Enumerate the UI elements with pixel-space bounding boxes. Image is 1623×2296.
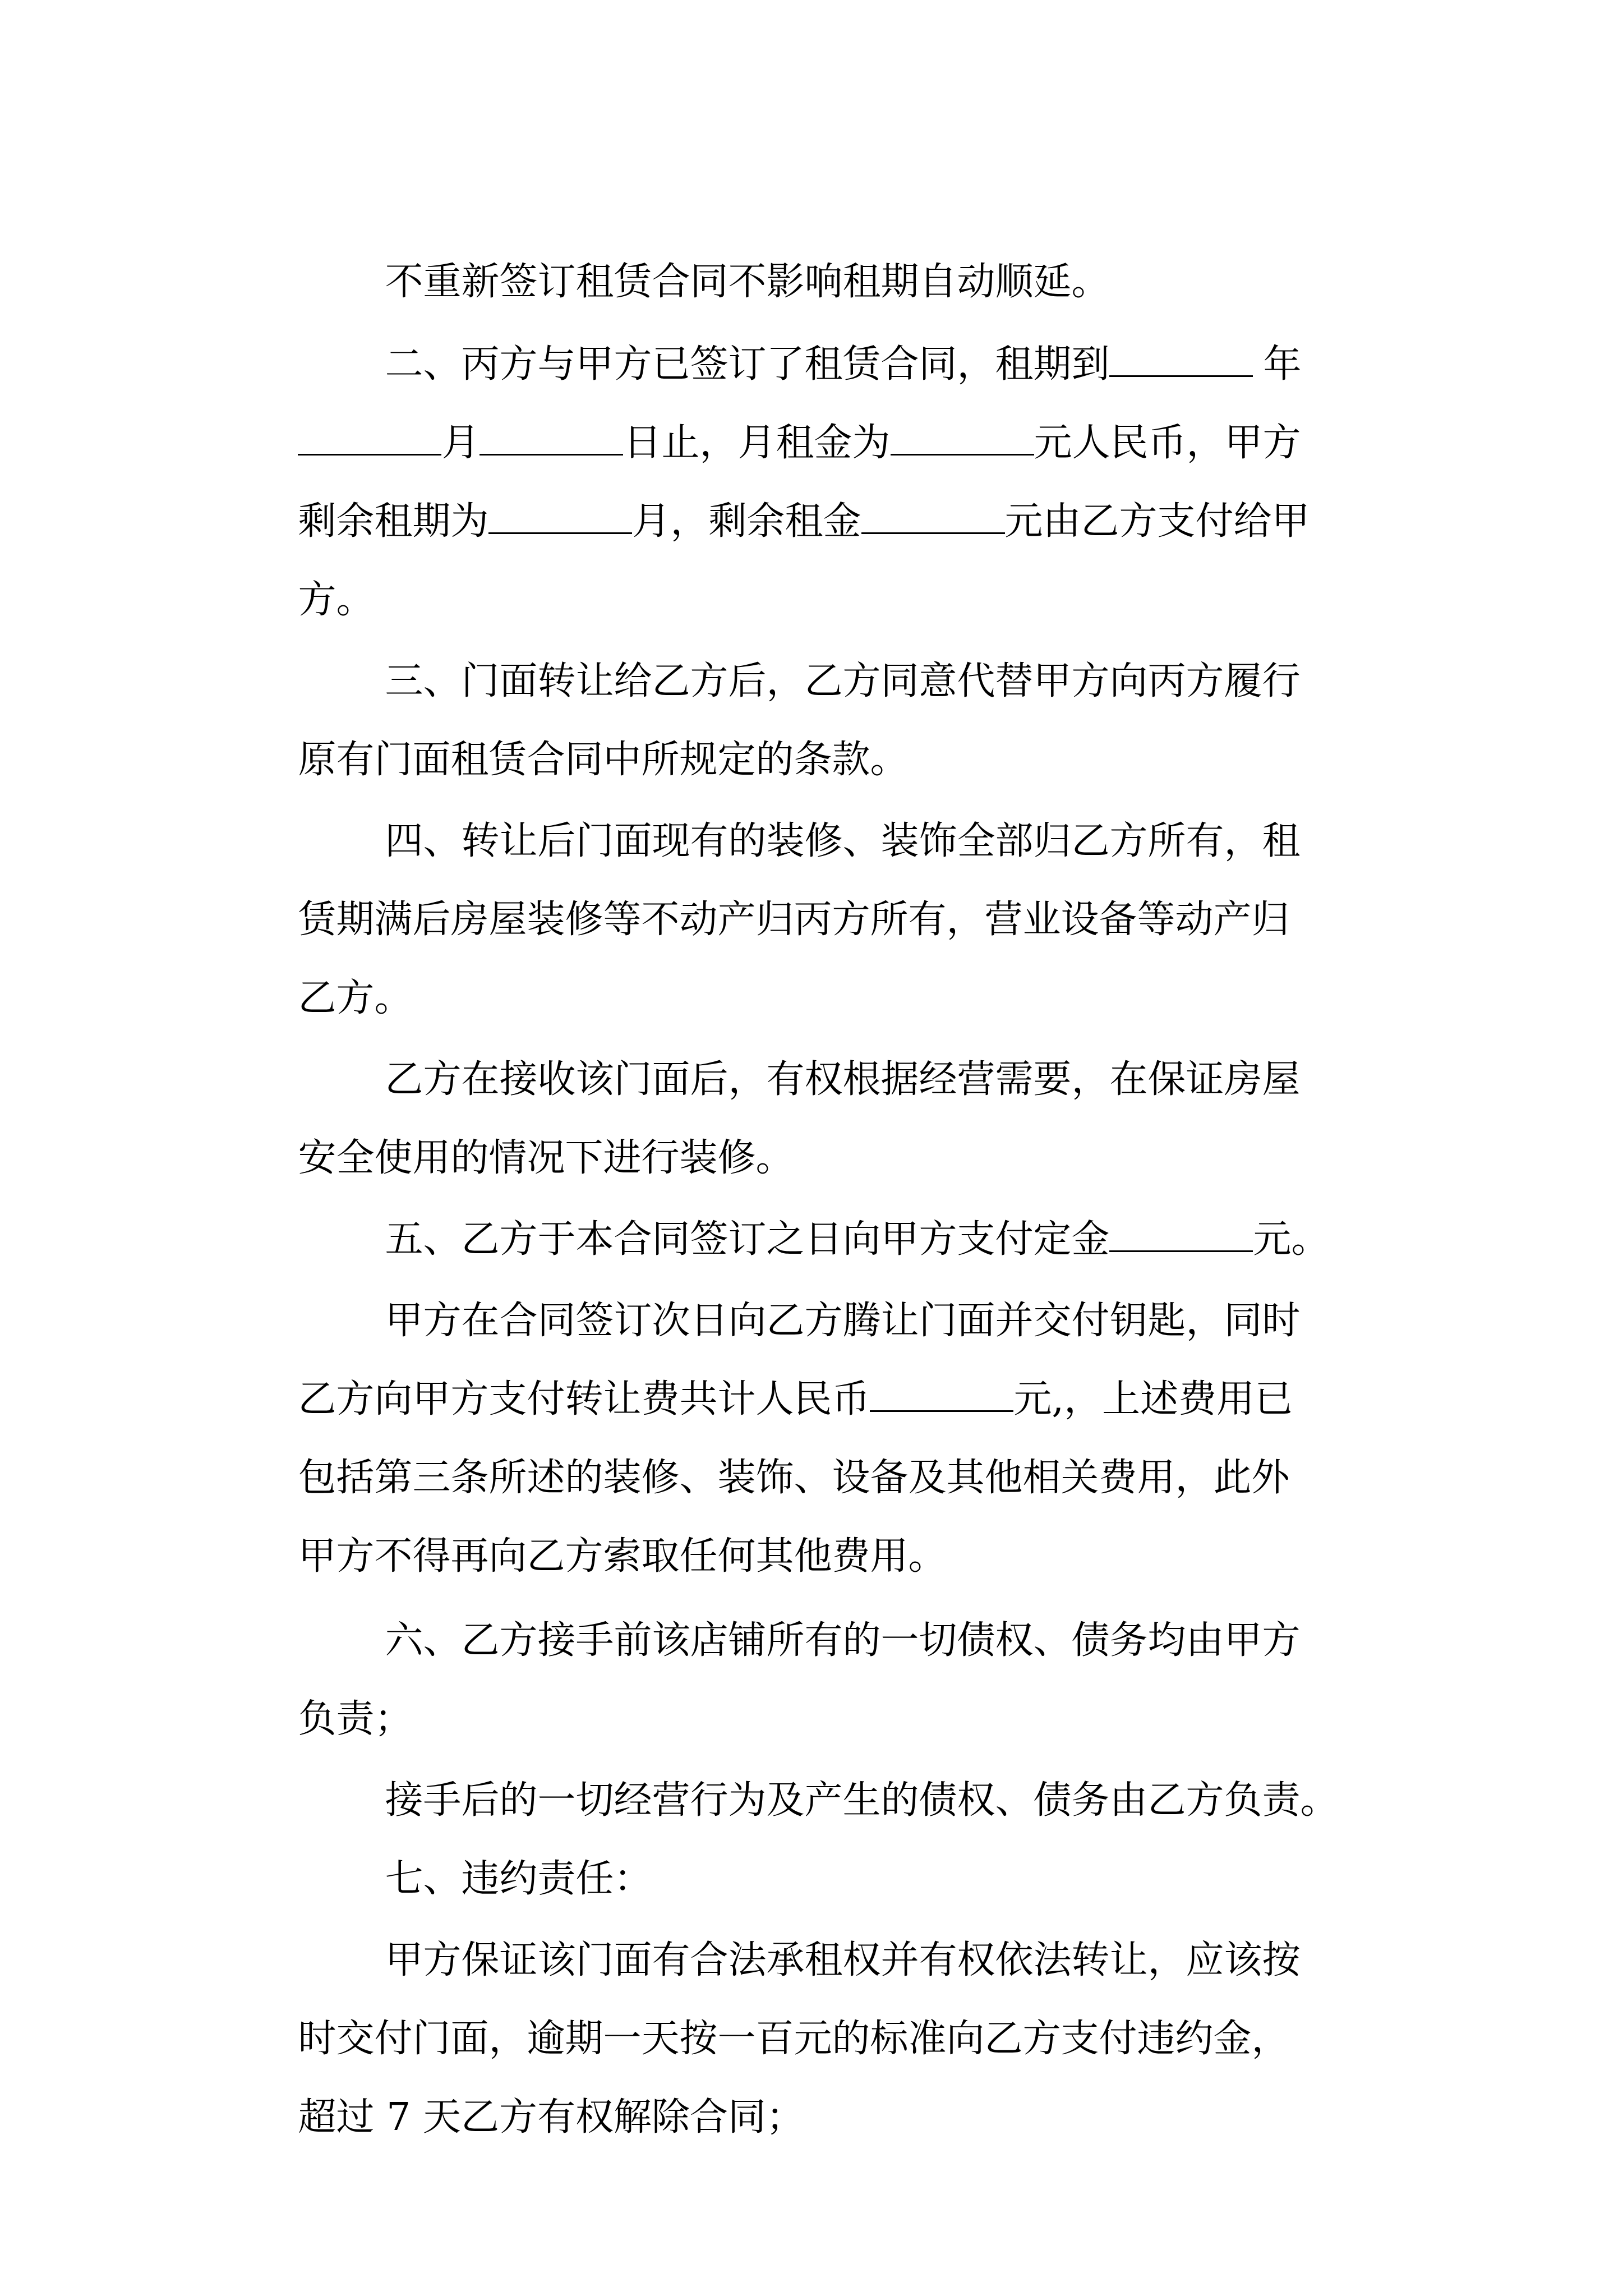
text-segment: 超过 7 天乙方有权解除合同； [298,2095,804,2139]
text-segment: 剩余租期为 [298,499,489,544]
text-segment: 三、门面转让给乙方后，乙方同意代替甲方向丙方履行 [385,659,1301,703]
text-segment: 五、乙方于本合同签订之日向甲方支付定金 [385,1217,1110,1262]
fill-in-blank [298,421,441,455]
text-line [336,297,1390,386]
text-segment: 日止，月租金为 [623,421,891,465]
text-segment: 四、转让后门面现有的装修、装饰全部归乙方所有，租 [385,819,1301,863]
text-segment: 赁期满后房屋装修等不动产归丙方所有，营业设备等动产归 [298,898,1290,942]
text-segment: 原有门面租赁合同中所规定的条款。 [298,738,909,782]
text-line [250,1972,1390,2061]
text-line [336,614,1390,703]
text-segment: 乙方。 [298,976,413,1020]
text-line [336,1172,1390,1262]
text-line [250,376,1390,465]
text-line [250,693,1390,782]
text-segment: 包括第三条所述的装修、装饰、设备及其他相关费用，此外 [298,1456,1290,1500]
text-segment: 元,，上述费用已 [1013,1377,1293,1421]
text-segment: 六、乙方接手前该店铺所有的一切债权、债务均由甲方 [385,1618,1301,1663]
text-line [336,215,1390,304]
text-segment: 接手后的一切经营行为及产生的债权、债务由乙方负责。 [385,1778,1339,1823]
text-line [336,1573,1390,1663]
text-segment: 乙方在接收该门面后，有权根据经营需要，在保证房屋 [385,1057,1301,1102]
text-segment: 时交付门面，逾期一天按一百元的标准向乙方支付违约金， [298,2017,1290,2061]
text-segment: 二、丙方与甲方已签订了租赁合同，租期到 [385,342,1110,386]
text-line [336,1733,1390,1823]
text-line [250,1091,1390,1180]
text-segment: 方。 [298,578,375,622]
text-line [250,1652,1390,1741]
fill-in-blank [891,421,1034,455]
fill-in-blank [1109,343,1253,377]
text-segment: 元由乙方支付给甲 [1004,499,1310,544]
fill-in-blank [870,1378,1013,1412]
text-segment: 甲方保证该门面有合法承租权并有权依法转让，应该按 [385,1938,1301,1982]
text-line [250,2050,1390,2139]
text-line [336,1893,1390,1982]
text-segment: 安全使用的情况下进行装修。 [298,1136,794,1180]
text-segment: 负责； [298,1697,413,1741]
text-line [250,533,1390,622]
fill-in-blank [479,421,623,455]
text-segment: 不重新签订租赁合同不影响租期自动顺延。 [385,260,1110,304]
fill-in-blank [488,500,632,534]
text-line [250,853,1390,942]
text-line [250,1332,1390,1421]
text-segment: 甲方不得再向乙方索取任何其他费用。 [298,1534,947,1579]
fill-in-blank [861,500,1005,534]
text-segment: 乙方向甲方支付转让费共计人民币 [298,1377,870,1421]
text-line [250,931,1390,1020]
text-segment: 七、违约责任： [385,1857,652,1901]
text-line [336,1013,1390,1102]
text-segment: 月，剩余租金 [632,499,861,544]
text-line [250,454,1390,544]
text-line [336,1812,1390,1901]
text-segment: 年 [1263,342,1302,386]
text-segment: 元人民币，甲方 [1034,421,1301,465]
text-segment: 元。 [1253,1217,1330,1262]
fill-in-blank [1109,1218,1253,1252]
text-line [336,774,1390,863]
text-line [250,1411,1390,1500]
text-segment: 月 [441,421,480,465]
text-segment: 甲方在合同签订次日向乙方腾让门面并交付钥匙，同时 [385,1299,1301,1343]
text-line [250,1489,1390,1579]
text-line [336,1254,1390,1343]
